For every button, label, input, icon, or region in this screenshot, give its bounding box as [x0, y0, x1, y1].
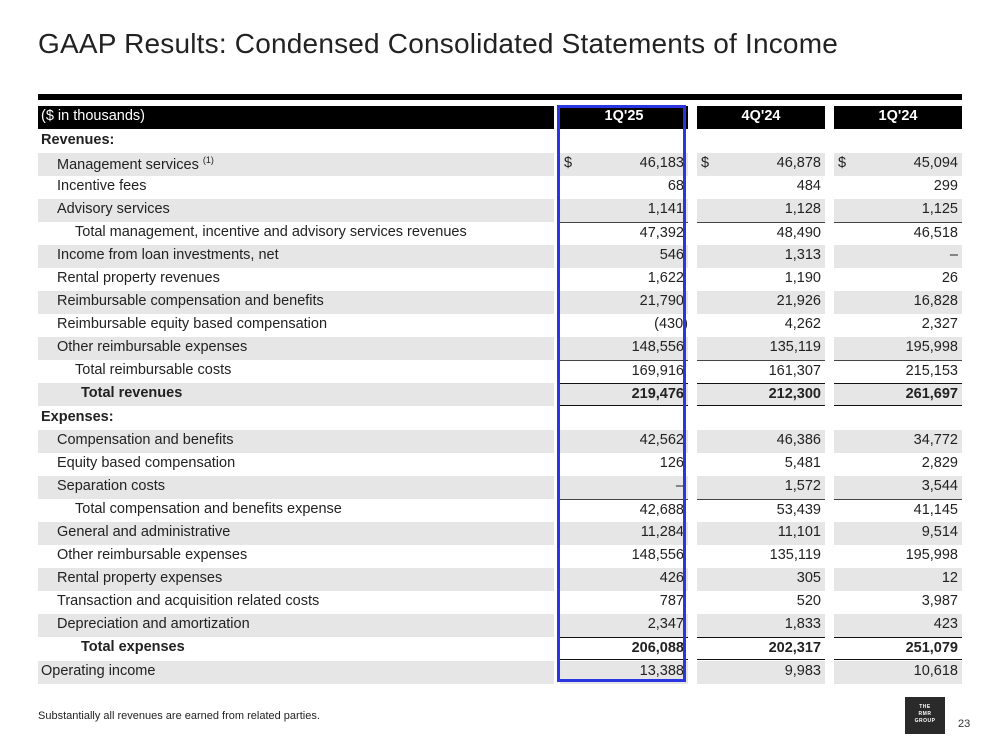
table-row [38, 199, 962, 222]
row-label: Other reimbursable expenses [57, 339, 248, 355]
row-label: Transaction and acquisition related costs [57, 593, 320, 609]
value-1q25: 148,556 [631, 339, 684, 355]
value-4q24: 1,190 [784, 270, 821, 286]
value-1q24: 3,987 [921, 593, 958, 609]
value-1q25: 11,284 [640, 524, 684, 540]
value-4q24: 484 [796, 178, 821, 194]
section-revenues [38, 130, 962, 153]
row-label: General and administrative [57, 524, 231, 540]
table-row [38, 153, 962, 176]
value-4q24: 1,572 [784, 478, 821, 494]
row-label: Compensation and benefits [57, 432, 234, 448]
value-4q24: 212,300 [768, 386, 821, 402]
table-row [38, 522, 962, 545]
value-1q25: 787 [659, 593, 684, 609]
row-label: Total expenses [81, 639, 185, 655]
row-label: Reimbursable equity based compensation [57, 316, 328, 332]
value-1q24: 195,998 [905, 339, 958, 355]
table-row [38, 591, 962, 614]
value-4q24: 48,490 [776, 225, 821, 241]
section-label: Expenses: [41, 409, 114, 425]
value-1q25: 206,088 [631, 640, 684, 656]
value-4q24: 4,262 [784, 316, 821, 332]
value-1q24: – [949, 247, 958, 263]
value-1q25: 47,392 [639, 225, 684, 241]
row-label: Rental property expenses [57, 570, 223, 586]
value-1q25: 68 [667, 178, 684, 194]
value-1q25: 1,141 [647, 201, 684, 217]
value-4q24: 21,926 [776, 293, 821, 309]
value-4q24: 1,128 [784, 201, 821, 217]
table-row [38, 176, 962, 199]
total-row [38, 637, 962, 660]
value-1q25: 42,562 [639, 432, 684, 448]
value-4q24: 305 [796, 570, 821, 586]
table-row [38, 245, 962, 268]
subtotal-row [38, 499, 962, 522]
dollar-sign: $ [701, 155, 710, 171]
value-1q25: – [675, 478, 684, 494]
value-1q25: 169,916 [631, 363, 684, 379]
row-label: Rental property revenues [57, 270, 220, 286]
value-1q24: 195,998 [905, 547, 958, 563]
value-1q24: 16,828 [913, 293, 958, 309]
row-label: Total compensation and benefits expense [75, 501, 342, 517]
row-label: Total management, incentive and advisory services revenues [75, 224, 467, 240]
row-label: Total revenues [81, 385, 183, 401]
value-1q24: 34,772 [913, 432, 958, 448]
value-4q24: 53,439 [776, 502, 821, 518]
table-header-row [38, 106, 962, 129]
value-1q24: 26 [941, 270, 958, 286]
value-1q25: 219,476 [631, 386, 684, 402]
value-4q24: 135,119 [769, 339, 821, 355]
dollar-sign: $ [564, 155, 573, 171]
row-label: Reimbursable compensation and benefits [57, 293, 324, 309]
value-1q24: 251,079 [905, 640, 958, 656]
column-header-4q24: 4Q'24 [697, 106, 825, 129]
value-1q25: 46,183 [639, 155, 684, 171]
value-4q24: 46,386 [776, 432, 821, 448]
operating-income-row [38, 661, 962, 684]
row-label: Management services $^{(1)}$ [57, 155, 214, 173]
section-expenses [38, 407, 962, 430]
value-4q24: 1,833 [784, 616, 821, 632]
row-label: Other reimbursable expenses [57, 547, 248, 563]
column-header-1q24: 1Q'24 [834, 106, 962, 129]
table-row [38, 453, 962, 476]
value-1q24: 45,094 [913, 155, 958, 171]
page-number: 23 [958, 718, 971, 730]
page-title: GAAP Results: Condensed Consolidated Statements of Income [38, 28, 838, 59]
value-1q24: 423 [933, 616, 958, 632]
value-1q25: 126 [659, 455, 684, 471]
value-1q24: 299 [933, 178, 958, 194]
dollar-sign: $ [838, 155, 847, 171]
total-row [38, 383, 962, 406]
value-1q25: 21,790 [639, 293, 684, 309]
row-label: Incentive fees [57, 178, 147, 194]
value-1q24: 9,514 [921, 524, 958, 540]
value-1q24: 3,544 [921, 478, 958, 494]
row-label: Advisory services [57, 201, 170, 217]
value-1q25: 42,688 [639, 502, 684, 518]
value-1q25: 13,388 [639, 663, 684, 679]
table-row [38, 268, 962, 291]
table-row [38, 314, 962, 337]
value-4q24: 9,983 [784, 663, 821, 679]
value-1q24: 215,153 [905, 363, 958, 379]
subtotal-row [38, 222, 962, 245]
row-label: Separation costs [57, 478, 166, 494]
value-1q25: 546 [659, 247, 684, 263]
row-label: Equity based compensation [57, 455, 236, 471]
section-label: Revenues: [41, 132, 115, 148]
row-label: Operating income [41, 663, 156, 679]
value-1q25: 426 [659, 570, 684, 586]
value-1q24: 1,125 [921, 201, 958, 217]
row-label: Depreciation and amortization [57, 616, 250, 632]
value-4q24: 46,878 [776, 155, 821, 171]
value-1q25: 1,622 [647, 270, 684, 286]
value-1q24: 12 [941, 570, 958, 586]
value-1q25: (430) [654, 316, 688, 332]
value-1q24: 261,697 [905, 386, 958, 402]
value-4q24: 202,317 [768, 640, 821, 656]
column-header-1q25: 1Q'25 [560, 106, 688, 129]
top-rule [38, 94, 962, 100]
value-4q24: 11,101 [777, 524, 821, 540]
table-row [38, 614, 962, 637]
value-4q24: 161,307 [768, 363, 821, 379]
value-1q24: 46,518 [913, 225, 958, 241]
table-row [38, 568, 962, 591]
value-4q24: 135,119 [769, 547, 821, 563]
value-1q24: 41,145 [913, 502, 958, 518]
table-row [38, 545, 962, 568]
footnote: Substantially all revenues are earned from related parties. [38, 710, 320, 722]
table-row [38, 291, 962, 314]
row-label: Income from loan investments, net [57, 247, 279, 263]
value-4q24: 520 [796, 593, 821, 609]
value-1q25: 148,556 [631, 547, 684, 563]
subtotal-row [38, 360, 962, 383]
company-logo: THE RMR GROUP [905, 697, 945, 734]
value-4q24: 5,481 [784, 455, 821, 471]
value-1q24: 2,829 [921, 455, 958, 471]
table-row [38, 337, 962, 360]
table-row [38, 476, 962, 499]
value-1q24: 10,618 [913, 663, 958, 679]
value-1q25: 2,347 [647, 616, 684, 632]
value-1q24: 2,327 [921, 316, 958, 332]
row-label: Total reimbursable costs [75, 362, 232, 378]
value-4q24: 1,313 [784, 247, 821, 263]
table-row [38, 430, 962, 453]
units-label: ($ in thousands) [41, 108, 145, 124]
